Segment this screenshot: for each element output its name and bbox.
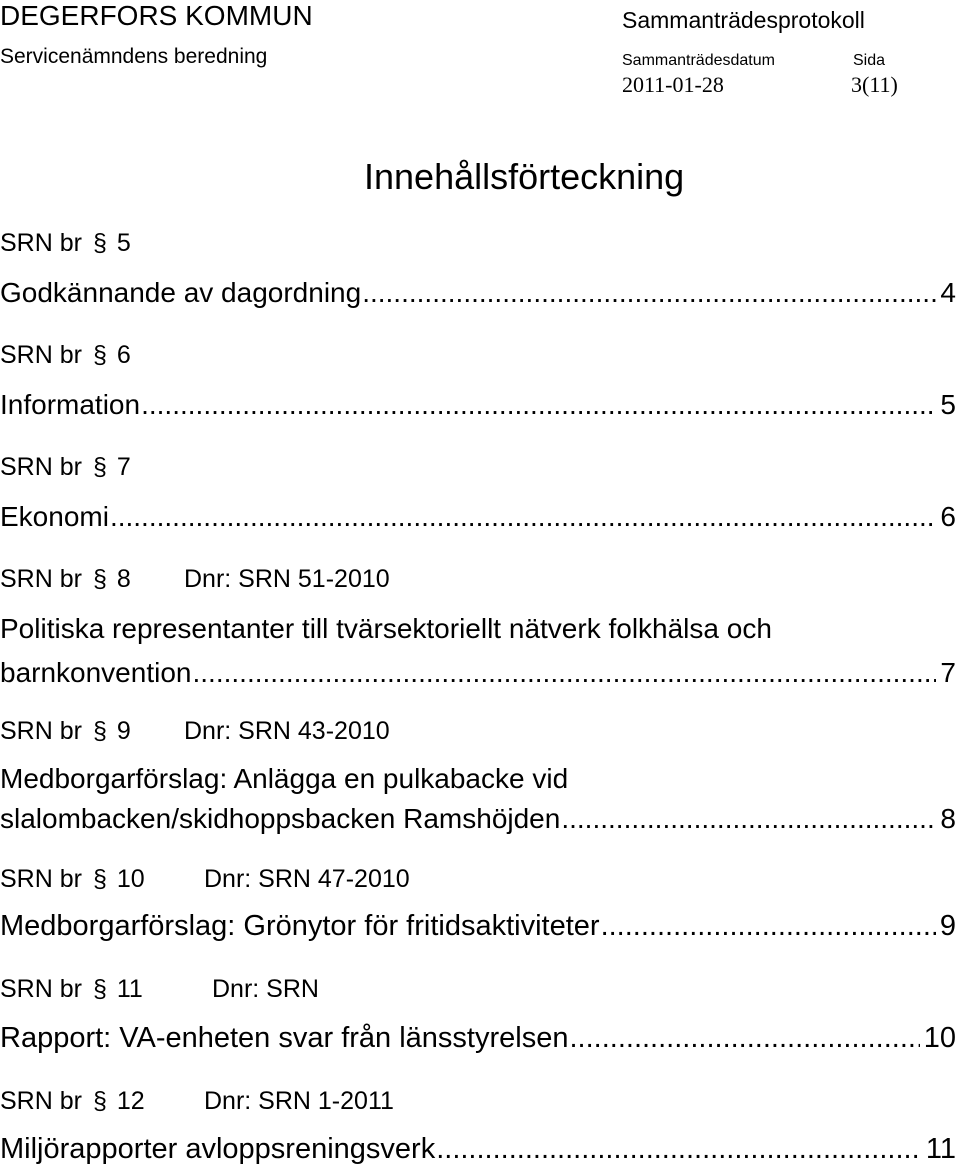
meeting-date: 2011-01-28 [622,72,724,97]
srn-label: SRN br [0,1087,82,1115]
toc-entry-page: 7 [940,657,956,688]
srn-number: 5 [116,229,131,257]
srn-number: 12 [116,1087,145,1115]
toc-section-header [0,452,131,482]
meeting-date-label: Sammanträdesdatum [622,52,775,69]
toc-entry[interactable] [0,612,956,690]
toc-entry-title: Ekonomi [0,501,109,532]
toc-section-header [0,340,131,370]
toc-entry-page: 5 [940,389,956,420]
toc-entry-page: 8 [940,803,956,834]
dnr-reference: Dnr: SRN 43-2010 [184,717,390,745]
srn-label: SRN br [0,865,82,893]
dnr-reference: Dnr: SRN 51-2010 [184,565,390,593]
dot-leader [436,1132,922,1166]
dot-leader [561,802,936,836]
dnr-reference: Dnr: SRN 1-2011 [204,1087,394,1115]
toc-entry-title-line: Medborgarförslag: Anlägga en pulkabacke vid [0,763,569,794]
toc-entry-page: 4 [940,277,956,308]
toc-entry-title: Godkännande av dagordning [0,277,362,308]
dnr-reference: Dnr: SRN 47-2010 [204,865,410,893]
section-symbol: § [92,565,107,593]
srn-label: SRN br [0,565,82,593]
dot-leader [141,388,936,422]
toc-section-header [0,228,131,258]
toc-entry[interactable] [0,909,956,943]
srn-number: 11 [116,975,143,1003]
section-symbol: § [92,453,107,481]
toc-entry-page: 6 [940,501,956,532]
section-symbol: § [92,341,107,369]
toc-entry-title: Miljörapporter avloppsreningsverk [0,1133,436,1165]
toc-entry[interactable] [0,388,956,422]
page-number: 3(11) [851,72,898,97]
dot-leader [192,656,936,690]
toc-section-header [0,864,500,894]
srn-number: 6 [116,341,131,369]
toc-entry[interactable] [0,276,956,310]
srn-number: 10 [116,865,145,893]
toc-entry-title: Medborgarförslag: Grönytor för fritidsaktiviteter [0,910,600,942]
section-symbol: § [92,717,107,745]
srn-label: SRN br [0,717,82,745]
section-symbol: § [92,1087,107,1115]
toc-entry[interactable] [0,500,956,534]
srn-number: 9 [116,717,131,745]
dot-leader [569,1021,919,1055]
dot-leader [110,500,936,534]
srn-label: SRN br [0,453,82,481]
srn-number: 8 [116,565,131,593]
toc-entry[interactable] [0,1132,956,1166]
srn-label: SRN br [0,229,82,257]
section-symbol: § [92,975,107,1003]
toc-entry-title-line: Politiska representanter till tvärsektoriellt nätverk folkhälsa och [0,613,772,644]
section-symbol: § [92,865,107,893]
page-label: Sida [853,52,886,69]
toc-entry-page: 10 [923,1022,956,1054]
toc-entry[interactable] [0,762,956,836]
toc-section-header [0,716,500,746]
srn-number: 7 [116,453,131,481]
srn-label: SRN br [0,341,82,369]
section-symbol: § [92,229,107,257]
toc-entry-page: 9 [939,910,956,942]
toc-entry[interactable] [0,1021,956,1055]
document-type: Sammanträdesprotokoll [622,7,865,33]
toc-entry-title-line: slalombacken/skidhoppsbacken Ramshöjden [0,803,561,834]
toc-entry-title-line: barnkonvention [0,657,192,688]
toc-section-header [0,1086,500,1116]
organization-name: DEGERFORS KOMMUN [0,0,313,31]
dot-leader [362,276,936,310]
page-title: Innehållsförteckning [364,156,685,197]
toc-section-header [0,564,500,594]
dot-leader [601,909,936,943]
toc-section-header [0,974,500,1004]
toc-entry-title: Rapport: VA-enheten svar från länsstyrelsen [0,1022,569,1054]
toc-entry-title: Information [0,389,141,420]
department-name: Servicenämndens beredning [0,45,268,68]
toc-entry-page: 11 [925,1133,956,1165]
srn-label: SRN br [0,975,82,1003]
dnr-reference: Dnr: SRN [212,975,319,1003]
